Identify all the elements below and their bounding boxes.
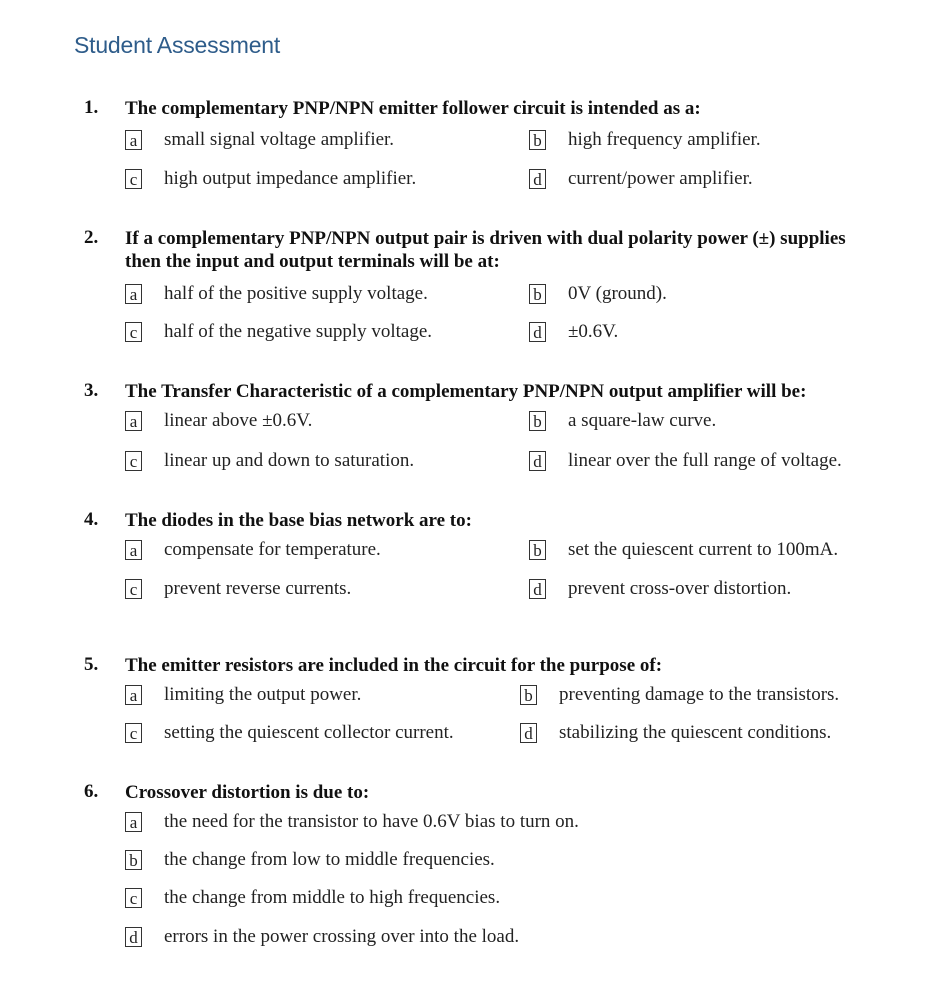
question-stem: The complementary PNP/NPN emitter follower circuit is intended as a:: [125, 98, 701, 119]
option-letter-box: b: [529, 540, 546, 560]
option-text: 0V (ground).: [568, 283, 667, 304]
page-title: Student Assessment: [74, 32, 281, 58]
option-letter-box: b: [520, 685, 537, 705]
option-letter-box: c: [125, 579, 142, 599]
question-number: 2.: [84, 227, 99, 248]
option-letter-box: a: [125, 284, 142, 304]
option-letter-box: a: [125, 411, 142, 431]
option-text: errors in the power crossing over into the load.: [164, 926, 520, 947]
option-text: linear over the full range of voltage.: [568, 450, 842, 471]
option-text: the need for the transistor to have 0.6V bias to turn on.: [164, 811, 579, 832]
option-letter-box: d: [529, 451, 546, 471]
option-letter-box: a: [125, 540, 142, 560]
question-stem: Crossover distortion is due to:: [125, 782, 370, 803]
question-stem: The diodes in the base bias network are to:: [125, 510, 472, 531]
question-number: 1.: [84, 97, 99, 118]
option-text: set the quiescent current to 100mA.: [568, 539, 839, 560]
option-text: prevent reverse currents.: [164, 578, 352, 599]
option-letter-box: b: [529, 284, 546, 304]
option-text: compensate for temperature.: [164, 539, 381, 560]
option-letter-box: c: [125, 888, 142, 908]
option-letter-box: d: [529, 169, 546, 189]
option-text: high frequency amplifier.: [568, 129, 761, 150]
option-text: small signal voltage amplifier.: [164, 129, 395, 150]
option-text: a square-law curve.: [568, 410, 717, 431]
option-letter-box: b: [125, 850, 142, 870]
question-number: 5.: [84, 654, 99, 675]
option-letter-box: d: [520, 723, 537, 743]
option-letter-box: c: [125, 322, 142, 342]
option-text: preventing damage to the transistors.: [559, 684, 840, 705]
option-letter-box: b: [529, 411, 546, 431]
option-text: setting the quiescent collector current.: [164, 722, 454, 743]
option-text: the change from low to middle frequencies.: [164, 849, 495, 870]
option-text: prevent cross-over distortion.: [568, 578, 792, 599]
option-text: half of the negative supply voltage.: [164, 321, 433, 342]
option-letter-box: d: [125, 927, 142, 947]
option-text: current/power amplifier.: [568, 168, 753, 189]
option-text: the change from middle to high frequencies.: [164, 887, 501, 908]
question-number: 3.: [84, 380, 99, 401]
option-letter-box: b: [529, 130, 546, 150]
question-stem: The Transfer Characteristic of a complementary PNP/NPN output amplifier will be:: [125, 381, 807, 402]
question-number: 6.: [84, 781, 99, 802]
question-number: 4.: [84, 509, 99, 530]
option-letter-box: a: [125, 685, 142, 705]
option-text: linear above ±0.6V.: [164, 410, 313, 431]
option-text: linear up and down to saturation.: [164, 450, 415, 471]
option-letter-box: a: [125, 812, 142, 832]
option-letter-box: c: [125, 723, 142, 743]
option-letter-box: c: [125, 169, 142, 189]
question-stem: The emitter resistors are included in the circuit for the purpose of:: [125, 655, 663, 676]
option-text: half of the positive supply voltage.: [164, 283, 428, 304]
option-text: high output impedance amplifier.: [164, 168, 417, 189]
option-letter-box: c: [125, 451, 142, 471]
option-letter-box: d: [529, 579, 546, 599]
option-letter-box: a: [125, 130, 142, 150]
option-letter-box: d: [529, 322, 546, 342]
option-text: stabilizing the quiescent conditions.: [559, 722, 832, 743]
option-text: limiting the output power.: [164, 684, 362, 705]
question-stem: If a complementary PNP/NPN output pair is driven with dual polarity power (±) supplies then the input and output terminals will be at:: [125, 228, 846, 272]
option-text: ±0.6V.: [568, 321, 619, 342]
